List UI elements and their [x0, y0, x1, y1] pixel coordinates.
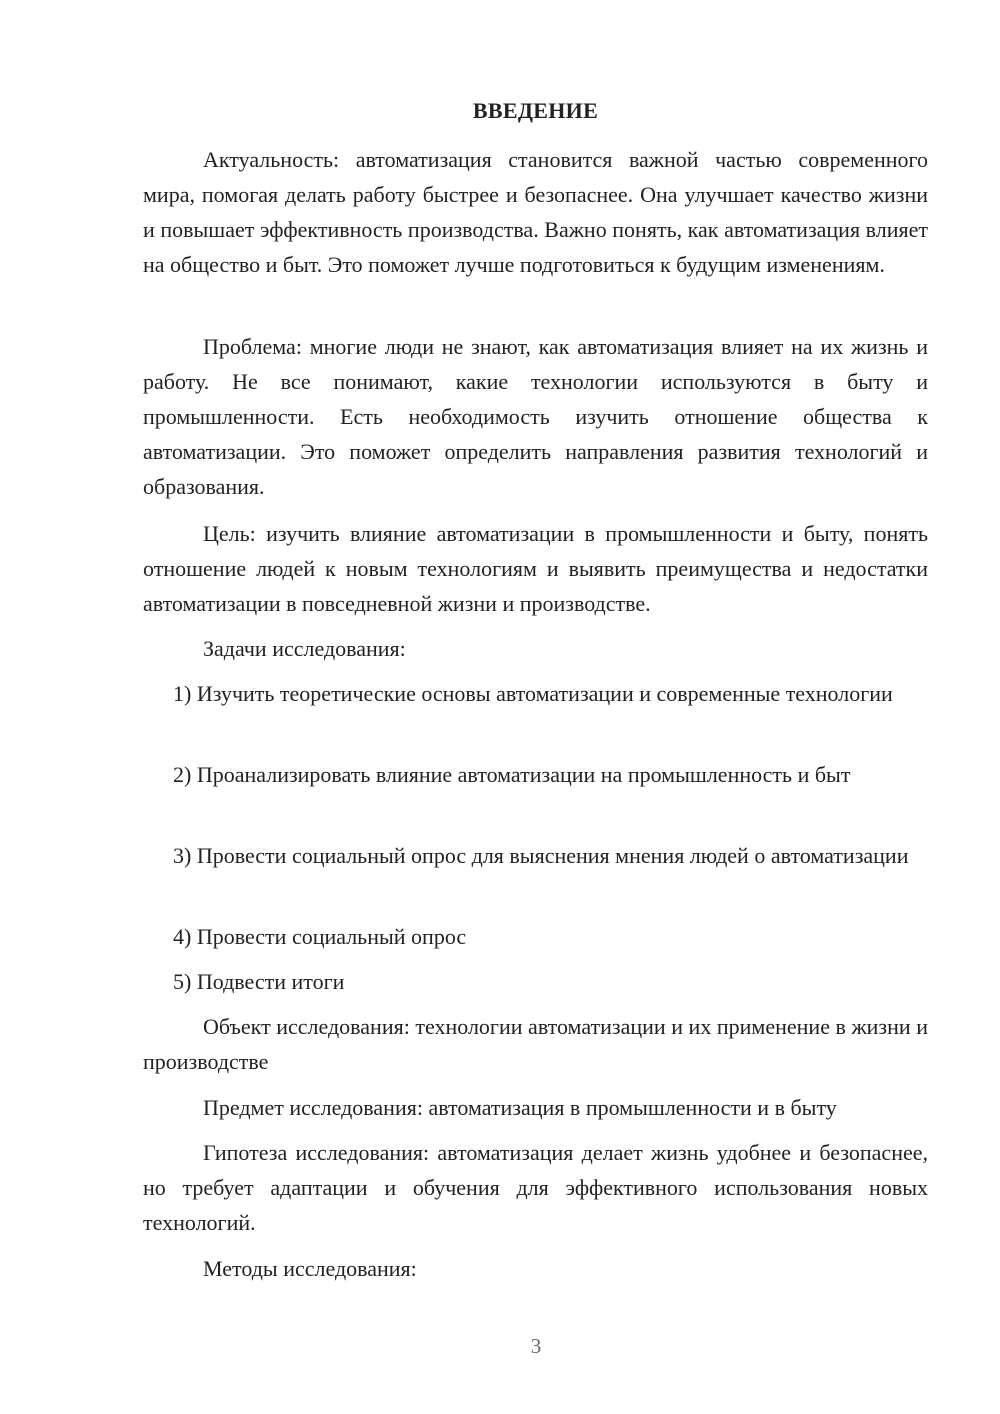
paragraph-hypothesis: Гипотеза исследования: автоматизация делает жизнь удобнее и безопаснее, но требует адаптации и обучения для эффективного использования новых технологий. [143, 1140, 928, 1235]
section-title: ВВЕДЕНИЕ [472, 98, 599, 123]
paragraph-goal: Цель: изучить влияние автоматизации в промышленности и быту, понять отношение людей к новым технологиям и выявить преимущества и недостатки автоматизации в повседневной жизни и производстве. [143, 521, 928, 616]
page-number: 3 [530, 1334, 542, 1358]
task-item-1: 1) Изучить теоретические основы автоматизации и современные технологии [173, 681, 893, 706]
task-item-5: 5) Подвести итоги [173, 969, 345, 994]
task-item-2: 2) Проанализировать влияние автоматизации на промышленность и быт [173, 762, 851, 787]
task-item-4: 4) Провести социальный опрос [173, 924, 467, 949]
paragraph-relevance: Актуальность: автоматизация становится важной частью современного мира, помогая делать работу быстрее и безопаснее. Она улучшает качество жизни и повышает эффективность производства. Важно понять, как автоматизация влияет на общество и быт. Это поможет лучше подготовиться к будущим изменениям. [143, 147, 928, 277]
methods-heading: Методы исследования: [203, 1256, 417, 1281]
paragraph-object: Объект исследования: технологии автоматизации и их применение в жизни и производстве [143, 1014, 928, 1074]
paragraph-subject: Предмет исследования: автоматизация в промышленности и в быту [203, 1095, 837, 1120]
tasks-heading: Задачи исследования: [203, 636, 406, 661]
paragraph-problem: Проблема: многие люди не знают, как автоматизация влияет на их жизнь и работу. Не все понимают, какие технологии используются в быту и промышленности. Есть необходимость изучить отношение общества к автоматизации. Это поможет определить направления развития технологий и образования. [143, 334, 928, 499]
task-item-3: 3) Провести социальный опрос для выяснения мнения людей о автоматизации [173, 843, 909, 868]
